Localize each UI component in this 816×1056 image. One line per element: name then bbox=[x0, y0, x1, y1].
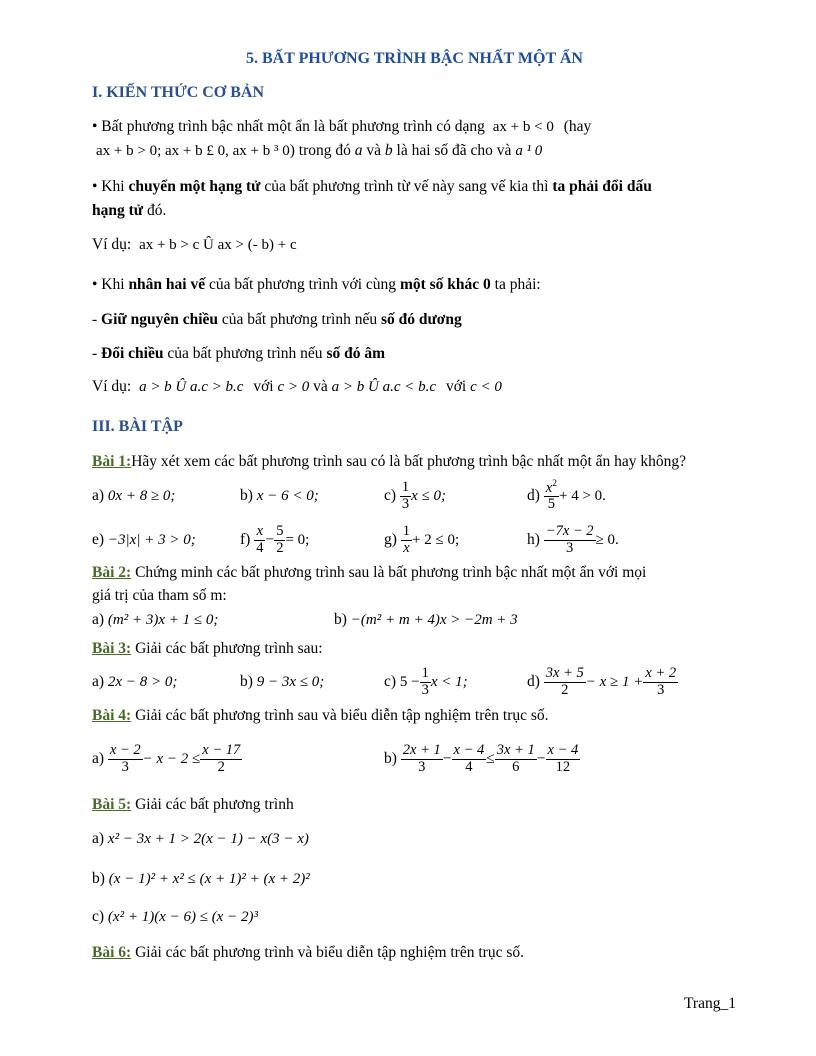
theory-paragraph-5: - Đổi chiều của bất phương trình nếu số đó âm bbox=[92, 345, 386, 362]
exercise-1-c: c) $\frac{1}{3}$ x ≤ 0; bbox=[384, 479, 447, 512]
exercise-2-heading-line-2: giá trị của tham số m: bbox=[92, 587, 227, 604]
theory-paragraph-1-line-2: ax + b > 0; ax + b £ 0, ax + b ³ 0) trong đó a và b là hai số đã cho và a ¹ 0 bbox=[96, 142, 543, 159]
exercise-5-heading: Bài 5: Giải các bất phương trình bbox=[92, 796, 294, 813]
exercise-3-c: c) 5 − $\frac{1}{3}$ x < 1; bbox=[384, 665, 468, 698]
exercise-1-g: g) $\frac{1}{x}$ + 2 ≤ 0; bbox=[384, 523, 460, 556]
exercise-3-b: b) 9 − 3x ≤ 0; bbox=[240, 673, 325, 690]
exercise-2-b: b) −(m² + m + 4)x > −2m + 3 bbox=[334, 611, 518, 628]
example-1: Ví dụ: ax + b > c Û ax > (- b) + c bbox=[92, 236, 297, 253]
exercise-1-b: b) x − 6 < 0; bbox=[240, 487, 319, 504]
theory-paragraph-2-line-1: • Khi chuyển một hạng tử của bất phương trình từ vế này sang vế kia thì ta phải đổi dấu bbox=[92, 178, 652, 195]
exercise-5-b: b) (x − 1)² + x² ≤ (x + 1)² + (x + 2)² bbox=[92, 870, 310, 887]
theory-paragraph-2-line-2: hạng tử đó. bbox=[92, 202, 167, 219]
exercise-1-d: d) $\frac{x^2}{5}$ + 4 > 0. bbox=[527, 478, 606, 512]
exercise-1-f: f) $\frac{x}{4}$ − $\frac{5}{2}$ = 0; bbox=[240, 523, 310, 556]
exercise-4-heading: Bài 4: Giải các bất phương trình sau và biểu diễn tập nghiệm trên trục số. bbox=[92, 707, 549, 724]
exercise-1-heading: Bài 1:Hãy xét xem các bất phương trình sau có là bất phương trình bậc nhất một ẩn hay không? bbox=[92, 453, 687, 470]
theory-paragraph-3: • Khi nhân hai vế của bất phương trình với cùng một số khác 0 ta phải: bbox=[92, 276, 541, 293]
exercise-3-heading: Bài 3: Giải các bất phương trình sau: bbox=[92, 640, 323, 657]
exercise-2-heading: Bài 2: Chứng minh các bất phương trình sau là bất phương trình bậc nhất một ẩn với mọi bbox=[92, 564, 647, 581]
theory-paragraph-1-line-1: • Bất phương trình bậc nhất một ẩn là bất phương trình có dạng ax + b < 0 (hay bbox=[92, 118, 592, 135]
exercise-1-a: a) 0x + 8 ≥ 0; bbox=[92, 487, 176, 504]
exercise-5-a: a) x² − 3x + 1 > 2(x − 1) − x(3 − x) bbox=[92, 830, 309, 847]
exercise-2-a: a) (m² + 3)x + 1 ≤ 0; bbox=[92, 611, 219, 628]
section-heading-exercises: III. BÀI TẬP bbox=[92, 418, 183, 435]
section-heading-theory: I. KIẾN THỨC CƠ BẢN bbox=[92, 84, 265, 101]
exercise-4-b: b) $\frac{2x + 1}{3}$ − $\frac{x - 4}{4}$ ≤ $\frac{3x + 1}{6}$ − $\frac{x - 4}{12}$ bbox=[384, 742, 579, 775]
theory-paragraph-4: - Giữ nguyên chiều của bất phương trình nếu số đó dương bbox=[92, 311, 462, 328]
exercise-3-d: d) $\frac{3x + 5}{2}$ − x ≥ 1 + $\frac{x + 2}{3}$ bbox=[527, 665, 677, 698]
example-2: Ví dụ: a > b Û a.c > b.c với c > 0 và a > b Û a.c < b.c với c < 0 bbox=[92, 378, 502, 395]
exercise-4-a: a) $\frac{x - 2}{3}$ − x − 2 ≤ $\frac{x - 17}{2}$ bbox=[92, 742, 241, 775]
exercise-1-e: e) −3|x| + 3 > 0; bbox=[92, 531, 196, 548]
exercise-3-a: a) 2x − 8 > 0; bbox=[92, 673, 178, 690]
exercise-6-heading: Bài 6: Giải các bất phương trình và biểu diễn tập nghiệm trên trục số. bbox=[92, 944, 524, 961]
exercise-5-c: c) (x² + 1)(x − 6) ≤ (x − 2)³ bbox=[92, 908, 258, 925]
page-number: Trang_1 bbox=[684, 995, 736, 1012]
exercise-1-h: h) $\frac{-7x - 2}{3}$ ≥ 0. bbox=[527, 523, 619, 556]
page-title: 5. BẤT PHƯƠNG TRÌNH BẬC NHẤT MỘT ẨN bbox=[246, 50, 583, 67]
